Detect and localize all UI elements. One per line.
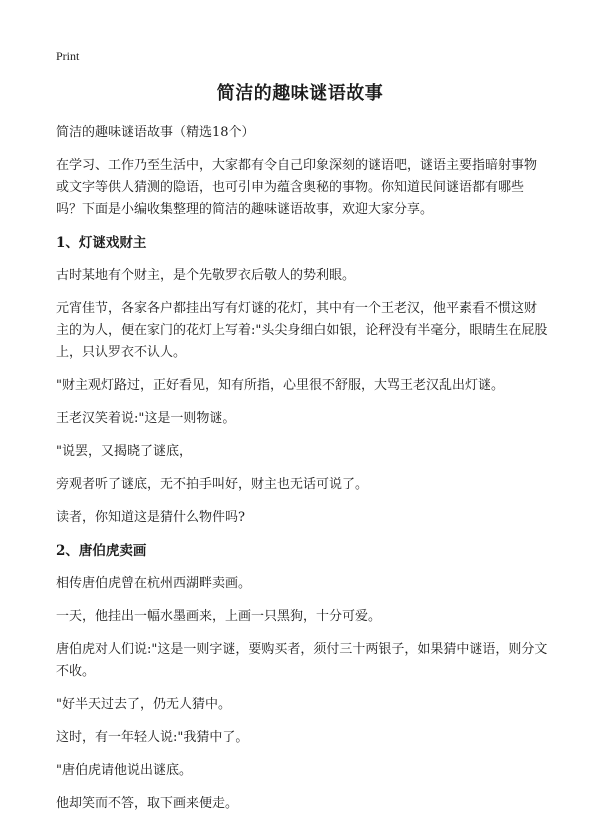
intro-paragraph: 在学习、工作乃至生活中，大家都有令自己印象深刻的谜语吧，谜语主要指暗射事物或文字等供人猜测的隐语，也可引申为蕴含奥秘的事物。你知道民间谜语都有哪些吗？下面是小编收集整理的简洁的趣味谜语故事，欢迎大家分享。	[56, 158, 538, 217]
page-title: 简洁的趣味谜语故事	[216, 83, 384, 104]
story-paragraph: 读者，你知道这是猜什么物件吗?	[56, 510, 245, 525]
story-paragraph: 他却笑而不答，取下画来便走。	[56, 796, 239, 811]
print-link[interactable]: Print	[56, 49, 80, 63]
story-paragraph: 唐伯虎对人们说:"这是一则字谜，要购买者，须付三十两银子，如果猜中谜语，则分文不收。	[56, 642, 548, 679]
story-paragraph: 古时某地有个财主，是个先敬罗衣后敬人的势利眼。	[56, 268, 356, 283]
story-paragraph: "唐伯虎请他说出谜底。	[56, 763, 192, 778]
story-paragraph: 旁观者听了谜底，无不拍手叫好，财主也无话可说了。	[56, 477, 369, 492]
article-body	[56, 122, 548, 826]
section-heading: 2、唐伯虎卖画	[56, 543, 147, 559]
story-paragraph: 元宵佳节，各家各户都挂出写有灯谜的花灯，其中有一个王老汉，他平素看不惯这财主的为人，便在家门的花灯上写着:"头尖身细白如银，论秤没有半毫分，眼睛生在屁股上，只认罗衣不认人。	[56, 301, 548, 360]
story-paragraph: "好半天过去了，仍无人猜中。	[56, 697, 231, 712]
story-paragraph: 这时，有一年轻人说:"我猜中了。	[56, 730, 249, 745]
story-paragraph: "财主观灯路过，正好看见，知有所指，心里很不舒服，大骂王老汉乱出灯谜。	[56, 378, 504, 393]
story-paragraph: 一天，他挂出一幅水墨画来，上画一只黑狗，十分可爱。	[56, 609, 382, 624]
story-paragraph: "说罢，又揭晓了谜底，	[56, 444, 192, 459]
story-paragraph: 相传唐伯虎曾在杭州西湖畔卖画。	[56, 576, 252, 591]
article-subtitle: 简洁的趣味谜语故事（精选18个）	[56, 125, 255, 140]
story-paragraph: 王老汉笑着说:"这是一则物谜。	[56, 411, 236, 426]
section-heading: 1、灯谜戏财主	[56, 235, 147, 251]
